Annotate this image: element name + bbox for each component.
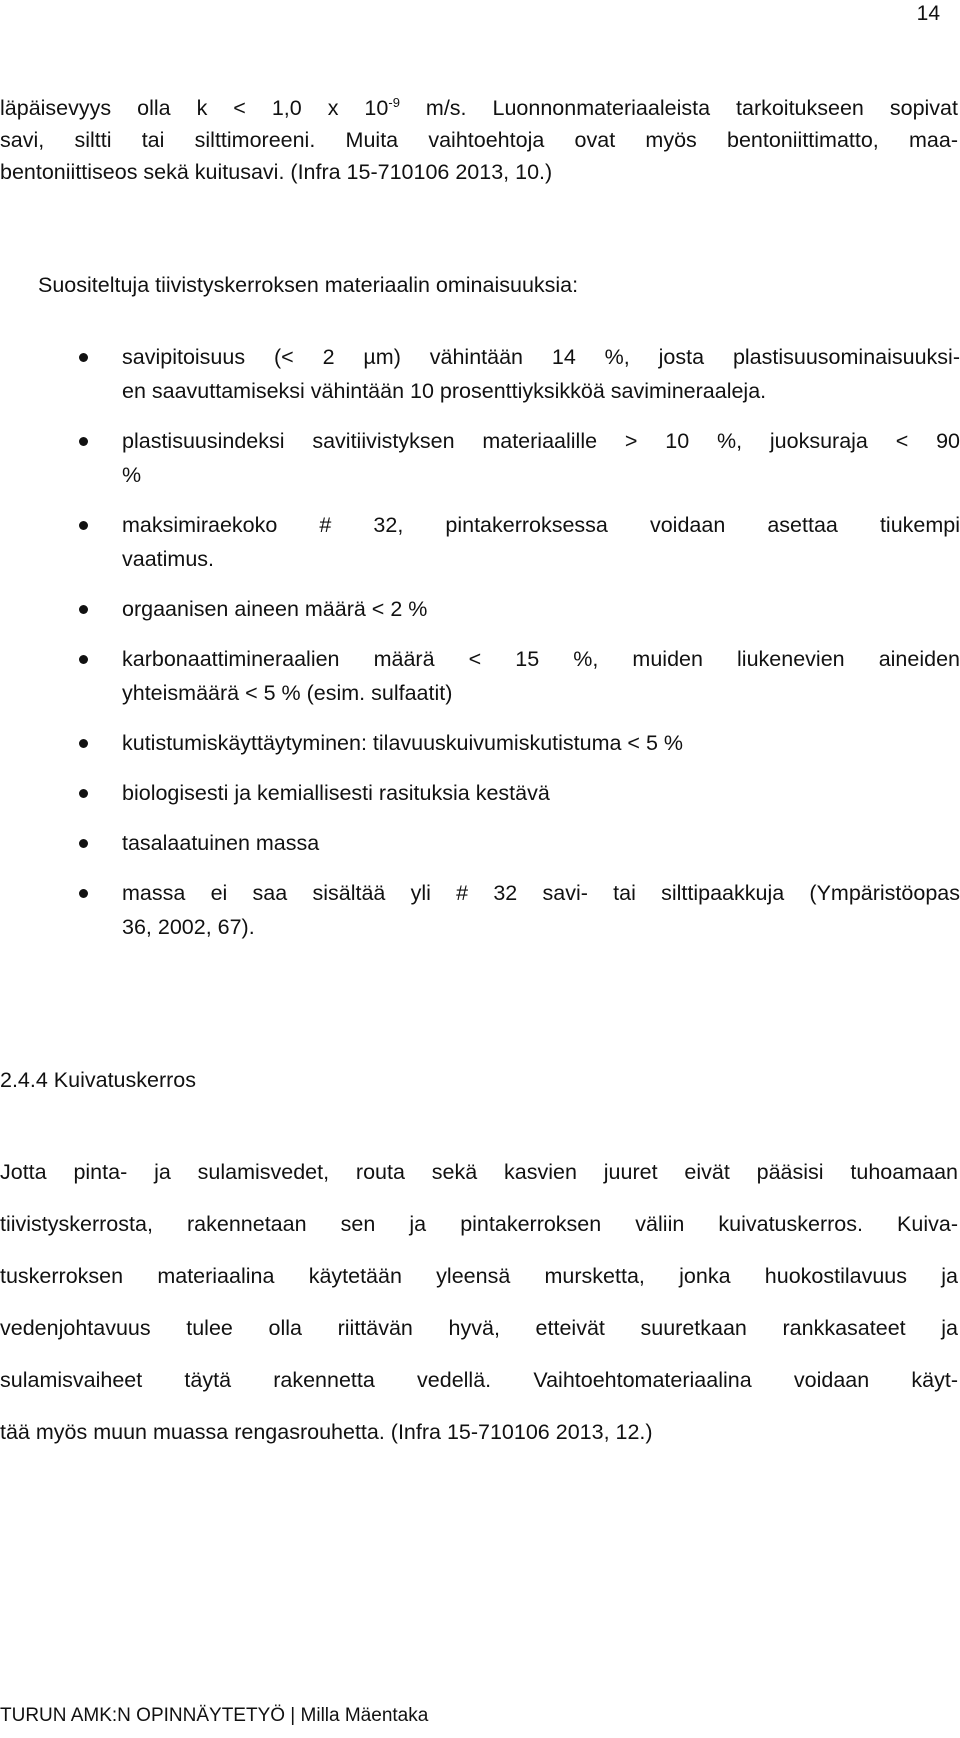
list-item-line: tasalaatuinen massa bbox=[122, 831, 320, 855]
list-item-line: en saavuttamiseksi vähintään 10 prosenttiyksikköä savimineraaleja. bbox=[122, 379, 767, 403]
list-item-line: maksimiraekoko # 32, pintakerroksessa voidaan asettaa tiukempi bbox=[122, 513, 960, 537]
list-item bbox=[0, 776, 960, 810]
intro-paragraph bbox=[0, 92, 958, 188]
list-item-line: plastisuusindeksi savitiivistyksen materiaalille > 10 %, juoksuraja < 90 bbox=[122, 429, 960, 453]
section-paragraph bbox=[0, 1146, 958, 1458]
list-item bbox=[0, 424, 960, 492]
bullet-icon bbox=[79, 353, 88, 362]
section-line-6: tää myös muun muassa rengasrouhetta. (Infra 15-710106 2013, 12.) bbox=[0, 1420, 653, 1444]
list-item-line: 36, 2002, 67). bbox=[122, 915, 255, 939]
bullet-icon bbox=[79, 739, 88, 748]
list-item bbox=[0, 592, 960, 626]
list-intro: Suositeltuja tiivistyskerroksen materiaalin ominaisuuksia: bbox=[38, 273, 579, 297]
bullet-icon bbox=[79, 605, 88, 614]
section-heading: 2.4.4 Kuivatuskerros bbox=[0, 1068, 196, 1092]
footer: TURUN AMK:N OPINNÄYTETYÖ | Milla Mäentaka bbox=[0, 1705, 429, 1726]
bullet-icon bbox=[79, 521, 88, 530]
list-item-line: savipitoisuus (< 2 µm) vähintään 14 %, josta plastisuusominaisuuksi- bbox=[122, 345, 960, 369]
bullet-icon bbox=[79, 789, 88, 798]
list-item-line: vaatimus. bbox=[122, 547, 215, 571]
intro-line-1-rest: m/s. Luonnonmateriaaleista tarkoitukseen sopivat bbox=[399, 96, 958, 120]
list-item bbox=[0, 876, 960, 944]
list-item bbox=[0, 642, 960, 710]
list-item-line: massa ei saa sisältää yli # 32 savi- tai silttipaakkuja (Ympäristöopas bbox=[122, 881, 960, 905]
section-line-4: vedenjohtavuus tulee olla riittävän hyvä, etteivät suuretkaan rankkasateet ja bbox=[0, 1316, 958, 1340]
section-line-5: sulamisvaiheet täytä rakennetta vedellä. Vaihtoehtomateriaalina voidaan käyt- bbox=[0, 1368, 958, 1392]
list-item-line: % bbox=[122, 463, 142, 487]
list-item-line: orgaanisen aineen määrä < 2 % bbox=[122, 597, 428, 621]
intro-line-1-text: läpäisevyys olla k < 1,0 x 10 bbox=[0, 96, 389, 120]
list-item-line: karbonaattimineraalien määrä < 15 %, muiden liukenevien aineiden bbox=[122, 647, 960, 671]
list-item-line: yhteismäärä < 5 % (esim. sulfaatit) bbox=[122, 681, 453, 705]
bullet-icon bbox=[79, 839, 88, 848]
list-item bbox=[0, 508, 960, 576]
requirements-list bbox=[0, 340, 960, 960]
intro-line-1 bbox=[0, 92, 958, 124]
list-item bbox=[0, 826, 960, 860]
list-item bbox=[0, 340, 960, 408]
intro-line-3: bentoniittiseos sekä kuitusavi. (Infra 15-710106 2013, 10.) bbox=[0, 160, 553, 184]
bullet-icon bbox=[79, 889, 88, 898]
bullet-icon bbox=[79, 655, 88, 664]
section-line-1: Jotta pinta- ja sulamisvedet, routa sekä kasvien juuret eivät pääsisi tuhoamaan bbox=[0, 1160, 958, 1184]
intro-line-2: savi, siltti tai silttimoreeni. Muita vaihtoehtoja ovat myös bentoniittimatto, maa- bbox=[0, 128, 958, 152]
list-item-line: kutistumiskäyttäytyminen: tilavuuskuivumiskutistuma < 5 % bbox=[122, 731, 683, 755]
bullet-icon bbox=[79, 437, 88, 446]
section-line-3: tuskerroksen materiaalina käytetään yleensä mursketta, jonka huokostilavuus ja bbox=[0, 1264, 958, 1288]
list-item-line: biologisesti ja kemiallisesti rasituksia kestävä bbox=[122, 781, 550, 805]
list-item bbox=[0, 726, 960, 760]
section-line-2: tiivistyskerrosta, rakennetaan sen ja pintakerroksen väliin kuivatuskerros. Kuiva- bbox=[0, 1212, 958, 1236]
page-number: 14 bbox=[916, 2, 940, 25]
exponent: -9 bbox=[388, 94, 400, 110]
